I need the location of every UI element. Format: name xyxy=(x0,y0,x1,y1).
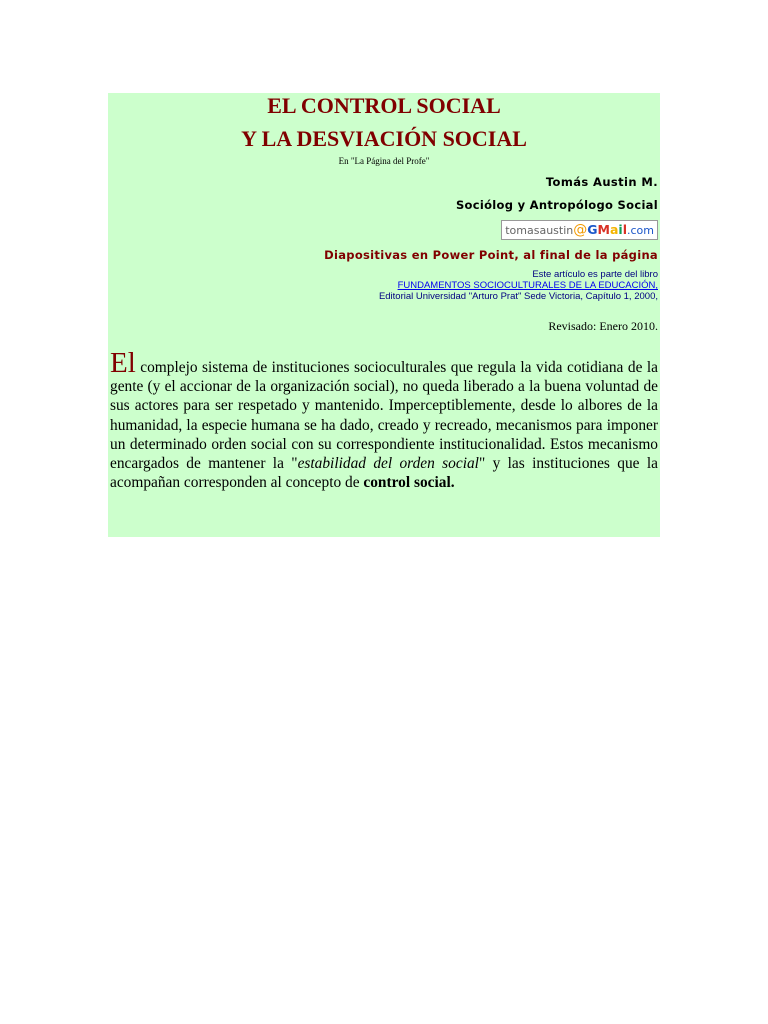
author-role: Sociólog y Antropólogo Social xyxy=(455,198,658,212)
email-provider-letter: M xyxy=(597,222,610,237)
email-domain: .com xyxy=(627,224,654,237)
revision-date: Revisado: Enero 2010. xyxy=(548,319,658,333)
email-provider-letter: i xyxy=(618,222,623,237)
author-name: Tomás Austin M. xyxy=(545,175,658,189)
drop-cap: El xyxy=(110,347,136,379)
email-provider-letter: G xyxy=(587,222,598,237)
source-note: En "La Página del Profe" xyxy=(338,156,430,166)
article-panel xyxy=(108,93,660,537)
article-title-line1: EL CONTROL SOCIAL xyxy=(267,93,501,118)
book-reference xyxy=(379,269,658,302)
body-text-italic: estabilidad del orden social xyxy=(297,455,479,473)
article-title-line2: Y LA DESVIACIÓN SOCIAL xyxy=(241,126,527,151)
body-text-part1: complejo sistema de instituciones socioculturales que regula la vida cotidiana de la gente (y el accionar de la organización social), no queda liberado a la buena voluntad de sus actores para ser respetado y mantenido. Imperceptiblemente, desde lo albores de la humanidad, la especie humana se ha dado, creado y recreado, mecanismos para imponer un determinado orden social con su correspondiente institucionalidad. Estos mecanismo encargados de mantener la " xyxy=(110,359,658,473)
book-reference-intro: Este artículo es parte del libro xyxy=(532,269,658,280)
body-text-bold: control social. xyxy=(363,474,455,492)
body-text-part2: " y las instituciones que la acompañan corresponden al concepto de xyxy=(110,455,658,492)
article-body-paragraph xyxy=(110,347,658,492)
email-address-image xyxy=(501,220,658,240)
email-provider-letter: a xyxy=(609,222,619,237)
book-title-link[interactable]: FUNDAMENTOS SOCIOCULTURALES DE LA EDUCACIÓN, xyxy=(397,280,658,291)
at-sign: @ xyxy=(573,222,588,238)
book-publisher: Editorial Universidad "Arturo Prat" Sede Victoria, Capítulo 1, 2000, xyxy=(378,291,658,302)
email-user: tomasaustin xyxy=(505,224,574,237)
email-provider-letter: l xyxy=(622,222,627,237)
slides-note: Diapositivas en Power Point, al final de la página xyxy=(324,248,658,262)
